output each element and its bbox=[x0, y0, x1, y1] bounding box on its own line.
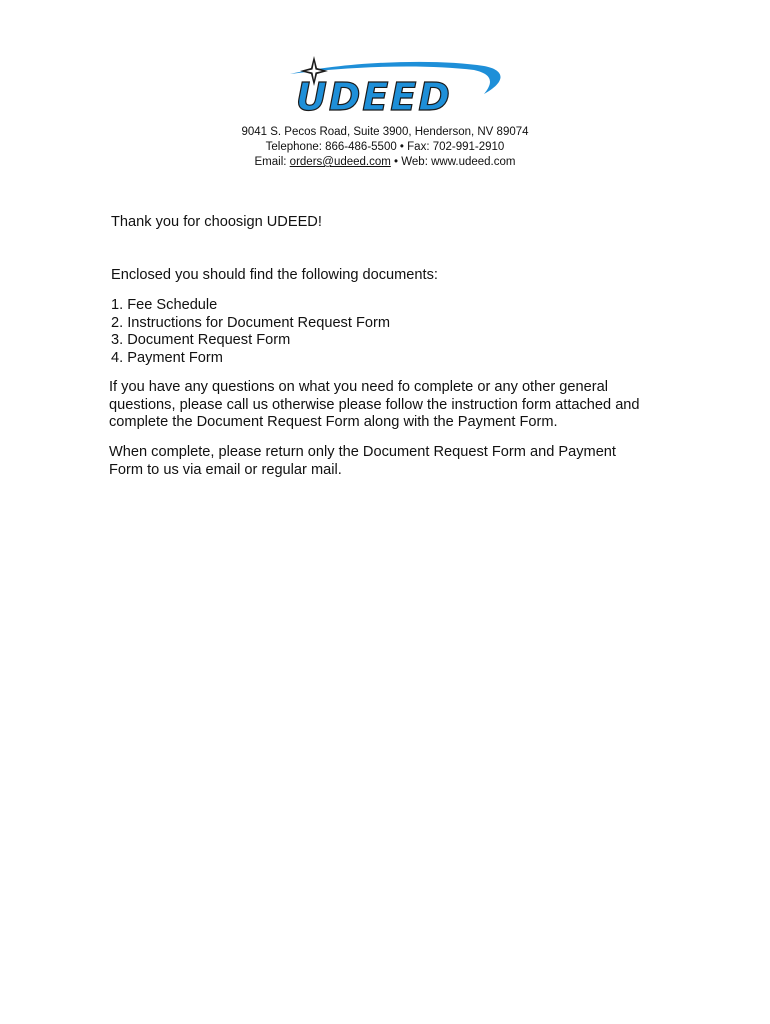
questions-paragraph bbox=[109, 379, 709, 432]
paragraph-line: questions, please call us otherwise please follow the instruction form attached and bbox=[109, 396, 640, 413]
email-label: Email: bbox=[254, 156, 287, 168]
letterhead-contact bbox=[0, 125, 770, 170]
return-paragraph bbox=[109, 444, 709, 479]
document-list-item: 4. Payment Form bbox=[111, 349, 223, 366]
paragraph-line: When complete, please return only the Document Request Form and Payment bbox=[109, 444, 616, 460]
email-link[interactable]: orders@udeed.com bbox=[289, 156, 391, 168]
udeed-logo bbox=[284, 54, 506, 116]
document-list bbox=[111, 297, 390, 367]
email-web-line bbox=[0, 155, 770, 170]
paragraph-line: If you have any questions on what you need fo complete or any other general bbox=[109, 379, 608, 395]
intro-line: Enclosed you should find the following documents: bbox=[111, 267, 438, 283]
telephone-line: Telephone: 866-486-5500 • Fax: 702-991-2910 bbox=[265, 141, 505, 153]
udeed-logo-graphic bbox=[284, 54, 506, 116]
address-line: 9041 S. Pecos Road, Suite 3900, Henderson, NV 89074 bbox=[241, 126, 529, 138]
paragraph-line: Form to us via email or regular mail. bbox=[109, 461, 342, 478]
thanks-line: Thank you for choosign UDEED! bbox=[111, 214, 322, 230]
document-list-item: 1. Fee Schedule bbox=[111, 297, 218, 313]
paragraph-line: complete the Document Request Form along with the Payment Form. bbox=[109, 414, 558, 431]
logo-wordmark: UDEED bbox=[296, 75, 452, 116]
document-list-item: 2. Instructions for Document Request Form bbox=[111, 314, 391, 331]
document-list-item: 3. Document Request Form bbox=[111, 332, 291, 349]
web-text: • Web: www.udeed.com bbox=[394, 156, 516, 168]
